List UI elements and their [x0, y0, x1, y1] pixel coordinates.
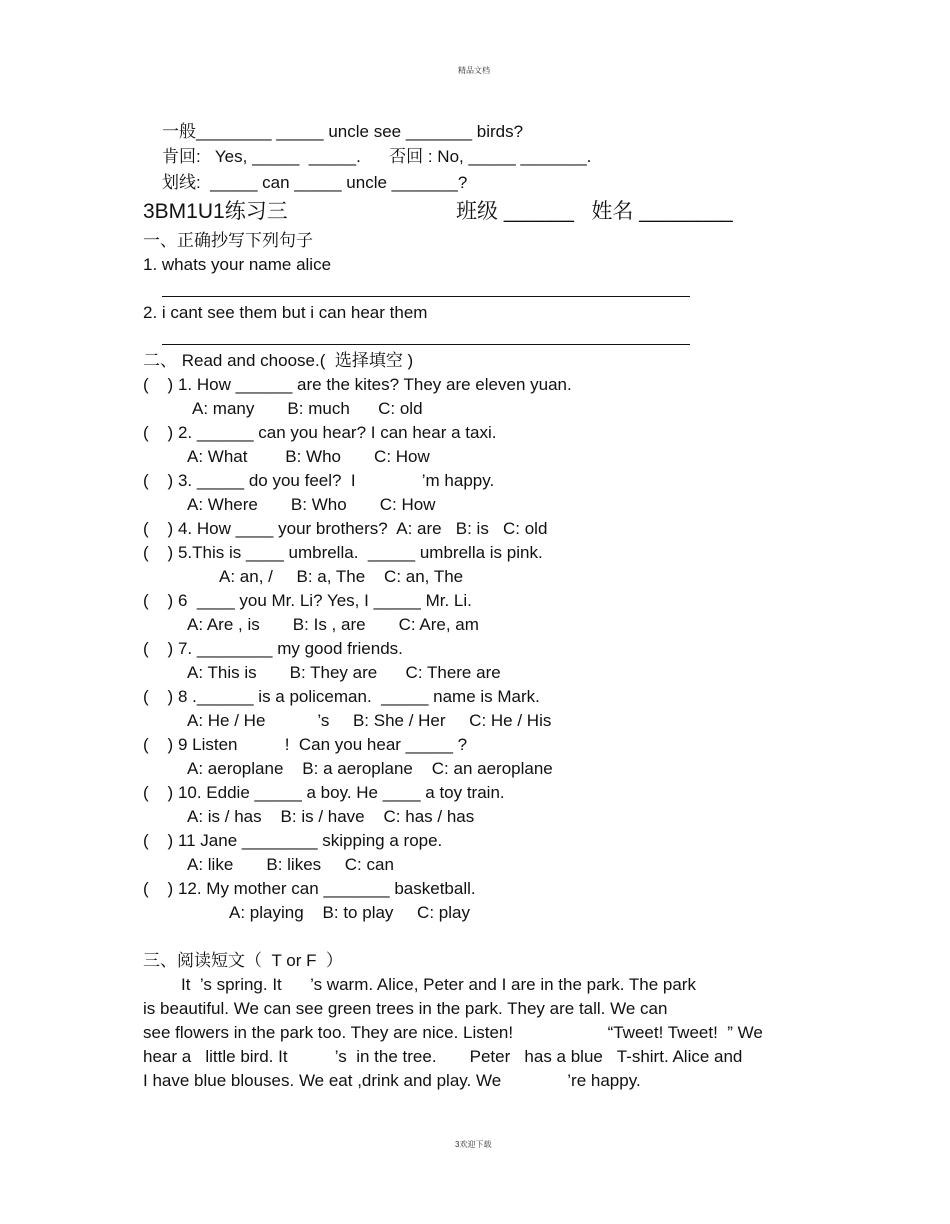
options-12: A: playing B: to play C: play — [229, 903, 470, 922]
class-name-fields: 班级 ______ 姓名 ________ — [456, 200, 733, 223]
options-6: A: Are , is B: Is , are C: Are, am — [187, 615, 479, 634]
section1-heading: 一、正确抄写下列句子 — [143, 231, 313, 250]
question-5: ( ) 5.This is ____ umbrella. _____ umbrella is pink. — [143, 543, 543, 562]
question-4: ( ) 4. How ____ your brothers? A: are B: is C: old — [143, 519, 548, 538]
page-title: 3BM1U1练习三 — [143, 200, 288, 223]
passage-line-4: hear a little bird. It ’s in the tree. Peter has a blue T-shirt. Alice and — [143, 1047, 743, 1066]
question-6: ( ) 6 ____ you Mr. Li? Yes, I _____ Mr. Li. — [143, 591, 472, 610]
question-3: ( ) 3. _____ do you feel? I ’m happy. — [143, 471, 495, 490]
section3-heading: 三、阅读短文（ T or F ） — [143, 951, 343, 970]
page-header: 精品文档 — [458, 66, 490, 75]
top-line-3: 划线: _____ can _____ uncle _______? — [162, 173, 468, 192]
question-1: ( ) 1. How ______ are the kites? They are eleven yuan. — [143, 375, 572, 394]
options-7: A: This is B: They are C: There are — [187, 663, 501, 682]
top-line-2: 肯回: Yes, _____ _____. 否回 : No, _____ _______. — [162, 147, 592, 166]
options-1: A: many B: much C: old — [192, 399, 423, 418]
question-10: ( ) 10. Eddie _____ a boy. He ____ a toy train. — [143, 783, 505, 802]
section2-heading: 二、 Read and choose.( 选择填空 ) — [143, 351, 414, 370]
section1-item-2: 2. i cant see them but i can hear them — [143, 303, 428, 322]
options-9: A: aeroplane B: a aeroplane C: an aeroplane — [187, 759, 553, 778]
question-8: ( ) 8 .______ is a policeman. _____ name is Mark. — [143, 687, 540, 706]
passage-line-2: is beautiful. We can see green trees in the park. They are tall. We can — [143, 999, 668, 1018]
answer-line-1[interactable] — [162, 296, 690, 297]
options-10: A: is / has B: is / have C: has / has — [187, 807, 475, 826]
page-footer: 3欢迎下载 — [455, 1140, 492, 1149]
answer-line-2[interactable] — [162, 344, 690, 345]
question-11: ( ) 11 Jane ________ skipping a rope. — [143, 831, 443, 850]
options-11: A: like B: likes C: can — [187, 855, 394, 874]
passage-line-3: see flowers in the park too. They are nice. Listen! “Tweet! Tweet! ” We — [143, 1023, 763, 1042]
options-8: A: He / He ’s B: She / Her C: He / His — [187, 711, 552, 730]
passage-line-1: It ’s spring. It ’s warm. Alice, Peter and I are in the park. The park — [181, 975, 696, 994]
top-line-1: 一般________ _____ uncle see _______ birds? — [162, 122, 524, 141]
question-2: ( ) 2. ______ can you hear? I can hear a taxi. — [143, 423, 497, 442]
options-5: A: an, / B: a, The C: an, The — [219, 567, 464, 586]
section1-item-1: 1. whats your name alice — [143, 255, 332, 274]
options-2: A: What B: Who C: How — [187, 447, 430, 466]
question-9: ( ) 9 Listen ! Can you hear _____ ? — [143, 735, 468, 754]
question-12: ( ) 12. My mother can _______ basketball. — [143, 879, 476, 898]
options-3: A: Where B: Who C: How — [187, 495, 436, 514]
passage-line-5: I have blue blouses. We eat ,drink and play. We ’re happy. — [143, 1071, 641, 1090]
question-7: ( ) 7. ________ my good friends. — [143, 639, 403, 658]
